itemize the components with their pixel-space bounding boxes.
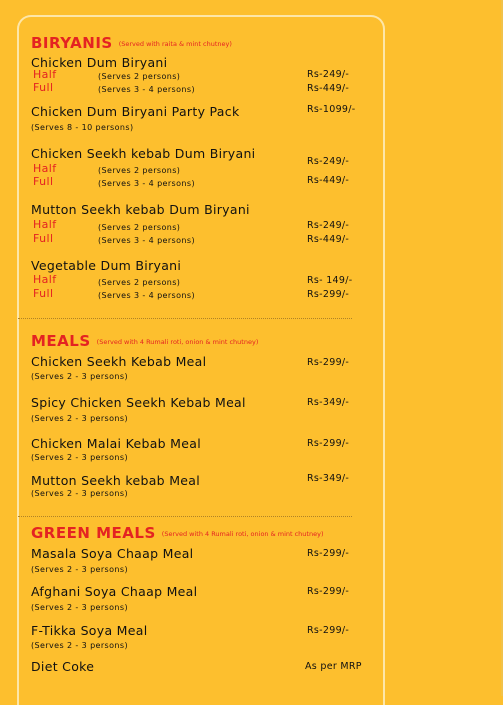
- menu-item-name: Mutton Seekh kebab Meal: [31, 473, 200, 488]
- menu-item-name: Mutton Seekh kebab Dum Biryani: [31, 202, 250, 217]
- size-label-half: Half: [33, 273, 57, 286]
- menu-item-name: F-Tikka Soya Meal: [31, 623, 148, 638]
- serves-text: (Serves 2 persons): [98, 72, 181, 81]
- section-title-meals: [31, 332, 258, 350]
- serves-text: (Serves 3 - 4 persons): [98, 179, 195, 188]
- price-half: Rs- 149/-: [307, 275, 353, 286]
- price: Rs-349/-: [307, 473, 350, 484]
- menu-item-name: Chicken Seekh kebab Dum Biryani: [31, 146, 256, 161]
- section-title-biryanis: [31, 34, 232, 52]
- serves-text: (Serves 2 - 3 persons): [31, 489, 128, 498]
- menu-item-name: Chicken Dum Biryani Party Pack: [31, 104, 240, 119]
- price-full: Rs-449/-: [307, 234, 350, 245]
- menu-item-name: Afghani Soya Chaap Meal: [31, 584, 198, 599]
- serves-text: (Serves 2 persons): [98, 223, 181, 232]
- price-full: Rs-299/-: [307, 289, 350, 300]
- price: Rs-299/-: [307, 438, 350, 449]
- serves-text: (Serves 2 - 3 persons): [31, 372, 128, 381]
- price-half: Rs-249/-: [307, 156, 350, 167]
- size-label-half: Half: [33, 68, 57, 81]
- price-half: Rs-249/-: [307, 69, 350, 80]
- serves-text: (Serves 2 - 3 persons): [31, 414, 128, 423]
- serves-text: (Serves 3 - 4 persons): [98, 85, 195, 94]
- menu-item-name: Masala Soya Chaap Meal: [31, 546, 194, 561]
- price-full: Rs-449/-: [307, 83, 350, 94]
- price-half: Rs-249/-: [307, 220, 350, 231]
- size-label-half: Half: [33, 162, 57, 175]
- serves-text: (Serves 2 - 3 persons): [31, 603, 128, 612]
- price: Rs-299/-: [307, 625, 350, 636]
- serves-text: (Serves 3 - 4 persons): [98, 291, 195, 300]
- serves-text: (Serves 2 - 3 persons): [31, 453, 128, 462]
- serves-text: (Serves 2 persons): [98, 278, 181, 287]
- menu-item-name: Vegetable Dum Biryani: [31, 258, 182, 273]
- section-note: (Served with 4 Rumali roti, onion & mint chutney): [161, 530, 324, 538]
- size-label-full: Full: [33, 81, 54, 94]
- serves-text: (Serves 2 persons): [98, 166, 181, 175]
- price: Rs-1099/-: [307, 104, 356, 115]
- price: Rs-299/-: [307, 586, 350, 597]
- price: As per MRP: [305, 661, 362, 672]
- size-label-full: Full: [33, 287, 54, 300]
- section-note: (Served with 4 Rumali roti, onion & mint chutney): [96, 338, 259, 346]
- price: Rs-299/-: [307, 548, 350, 559]
- section-title-green-meals: [31, 524, 323, 542]
- serves-text: (Serves 2 - 3 persons): [31, 565, 128, 574]
- size-label-half: Half: [33, 218, 57, 231]
- serves-text: (Serves 8 - 10 persons): [31, 123, 134, 132]
- price: Rs-349/-: [307, 397, 350, 408]
- serves-text: (Serves 2 - 3 persons): [31, 641, 128, 650]
- price: Rs-299/-: [307, 357, 350, 368]
- menu-item-name: Chicken Malai Kebab Meal: [31, 436, 201, 451]
- menu-item-name: Spicy Chicken Seekh Kebab Meal: [31, 395, 246, 410]
- section-note: (Served with raita & mint chutney): [118, 40, 232, 48]
- menu-item-name: Diet Coke: [31, 659, 95, 674]
- size-label-full: Full: [33, 175, 54, 188]
- menu-item-name: Chicken Seekh Kebab Meal: [31, 354, 207, 369]
- menu-item-name: Chicken Dum Biryani: [31, 55, 168, 70]
- price-full: Rs-449/-: [307, 175, 350, 186]
- section-title-text: BIRYANIS: [31, 34, 113, 52]
- section-divider: [18, 516, 352, 517]
- section-title-text: GREEN MEALS: [31, 524, 156, 542]
- size-label-full: Full: [33, 232, 54, 245]
- serves-text: (Serves 3 - 4 persons): [98, 236, 195, 245]
- section-title-text: MEALS: [31, 332, 91, 350]
- section-divider: [18, 318, 352, 319]
